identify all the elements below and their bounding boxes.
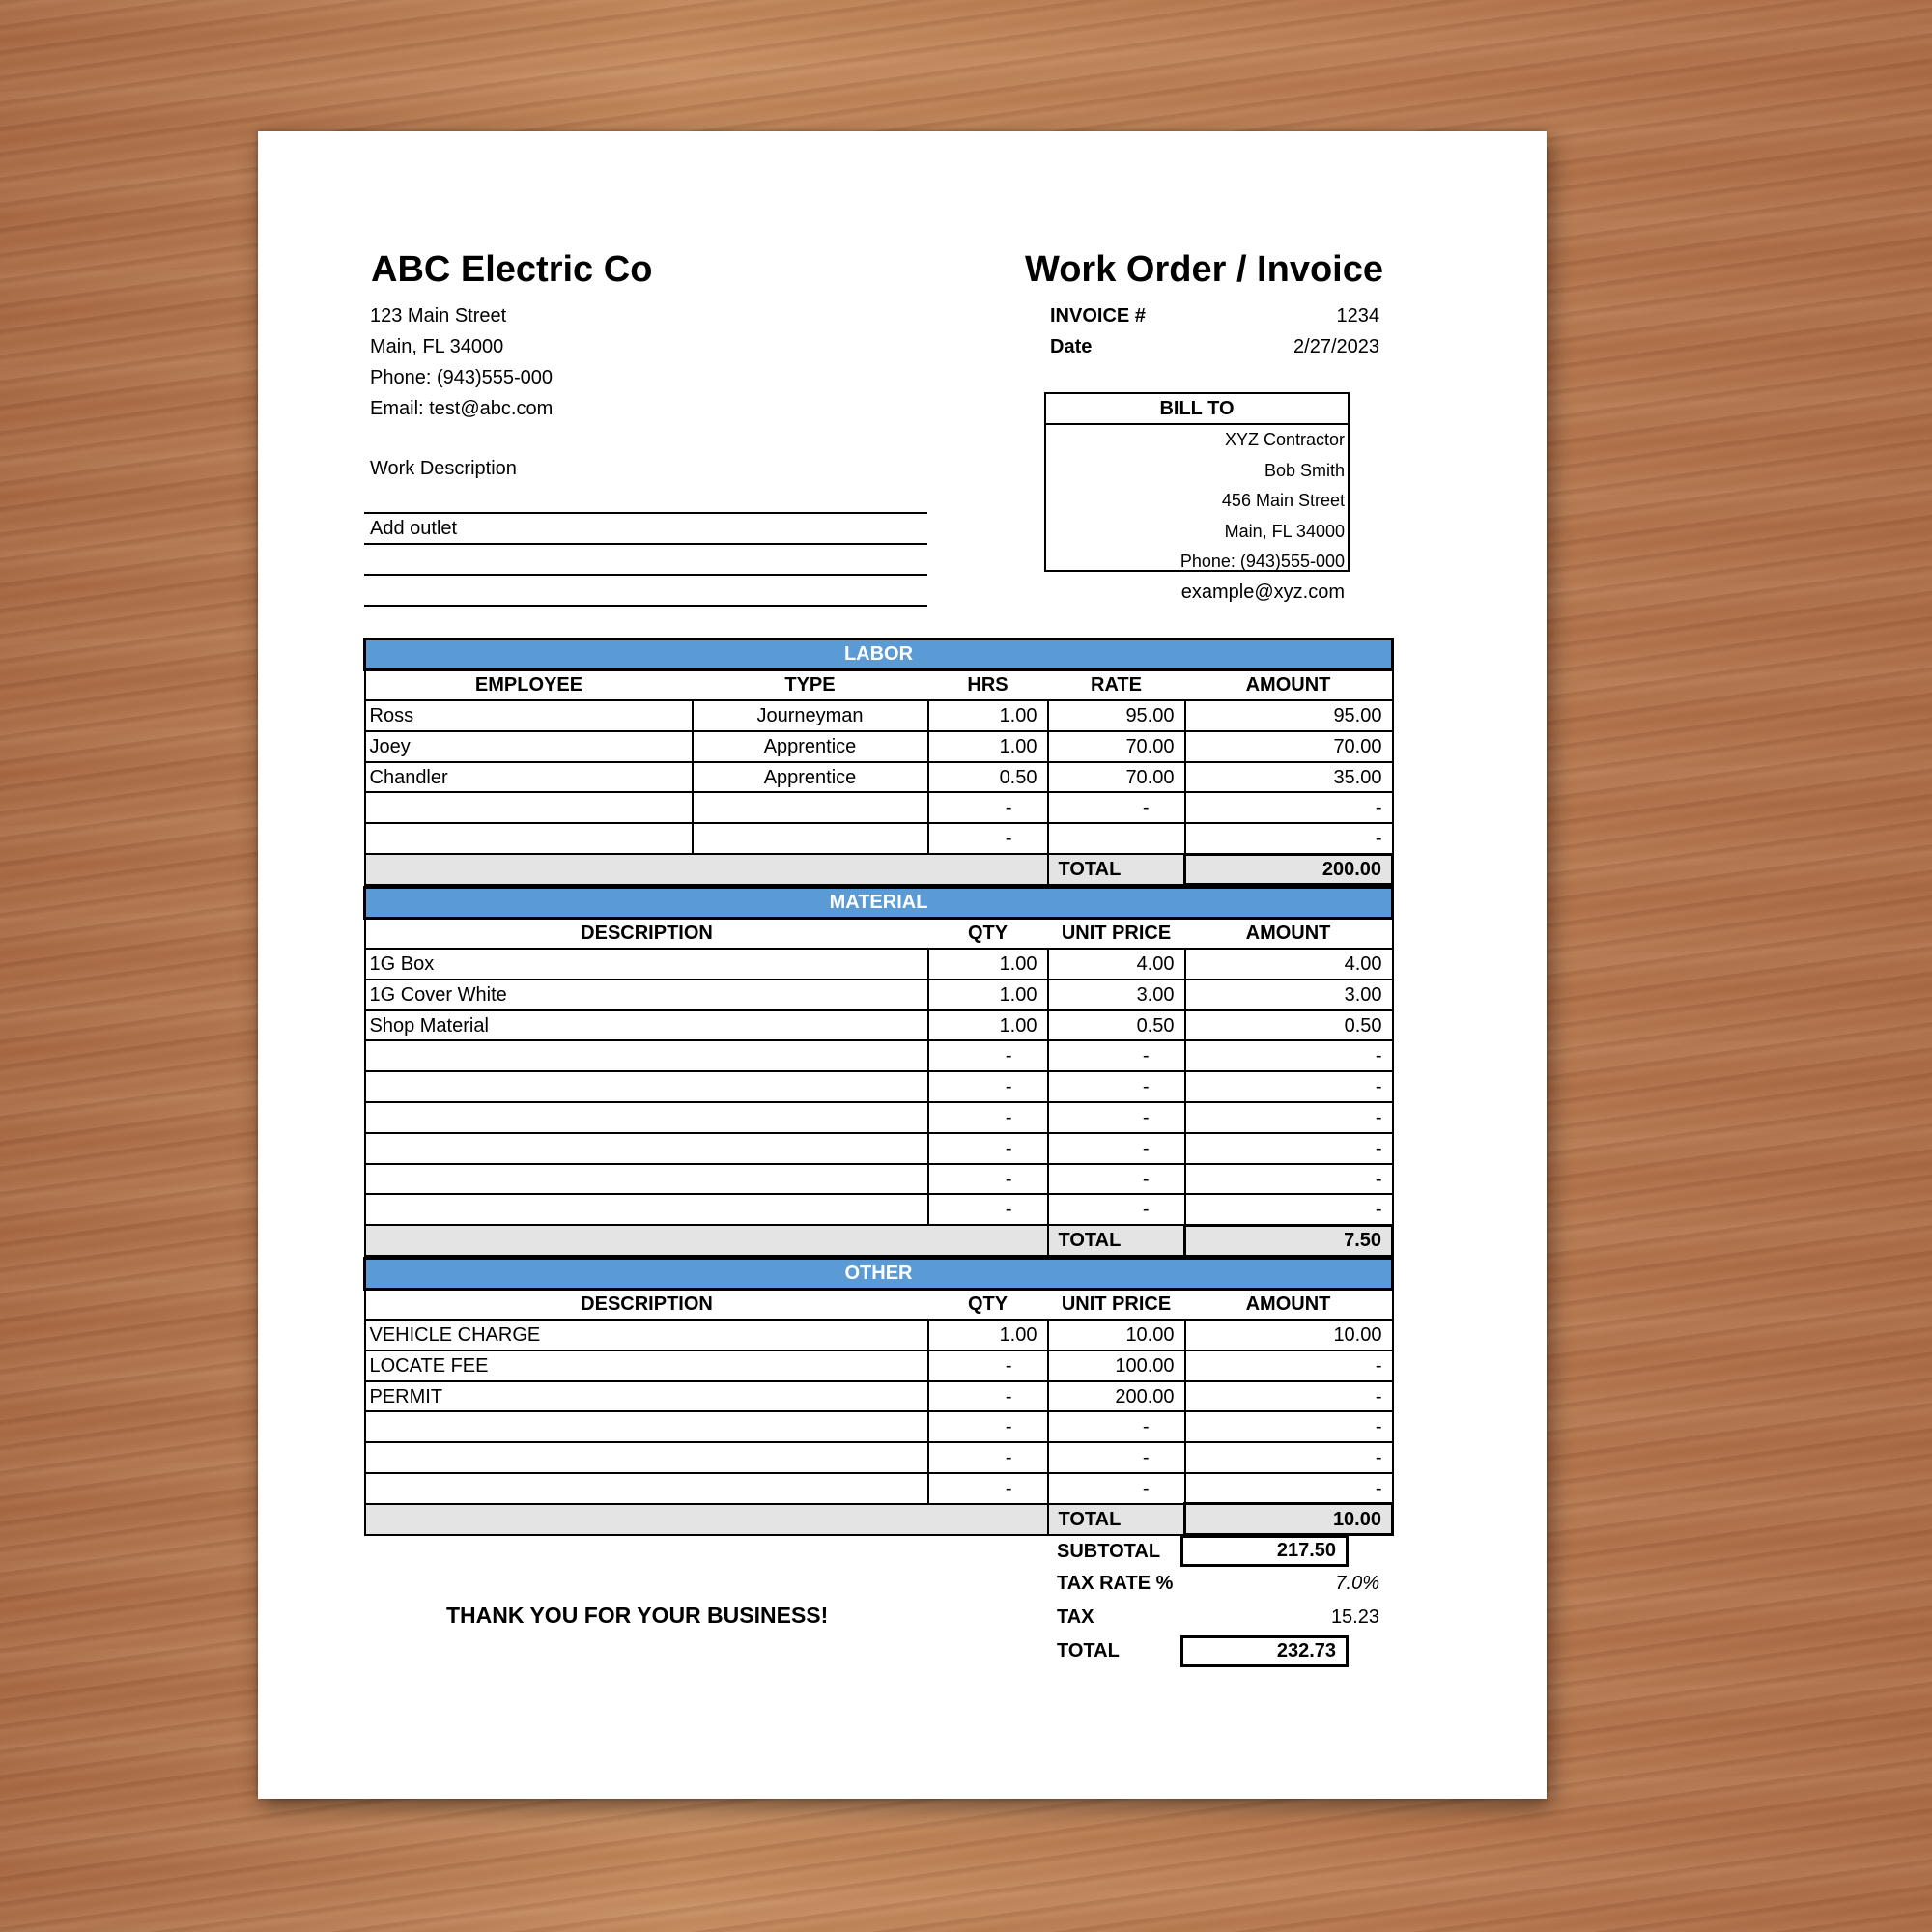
column-header: RATE: [1048, 669, 1185, 700]
company-address-line1: 123 Main Street: [370, 305, 507, 327]
table-cell: -: [1185, 1411, 1393, 1442]
subtotal-label: SUBTOTAL: [1057, 1541, 1161, 1562]
material-total-row: [365, 1225, 1393, 1256]
table-cell[interactable]: 1.00: [928, 731, 1048, 762]
work-description-rule: [364, 512, 927, 514]
table-row: [365, 1350, 1393, 1381]
company-name: ABC Electric Co: [371, 249, 653, 290]
table-cell[interactable]: -: [1048, 1473, 1185, 1504]
column-header: EMPLOYEE: [365, 669, 693, 700]
table-cell[interactable]: Ross: [365, 700, 693, 731]
material-section-title: MATERIAL: [365, 888, 1393, 919]
tax-label: TAX: [1057, 1606, 1094, 1628]
table-row: [365, 1320, 1393, 1350]
table-cell: -: [1185, 1194, 1393, 1225]
table-cell[interactable]: [365, 1194, 928, 1225]
bill-to-city[interactable]: Main, FL 34000: [1224, 521, 1345, 541]
table-cell[interactable]: [365, 823, 693, 854]
grand-total-label: TOTAL: [1057, 1640, 1120, 1662]
table-cell[interactable]: -: [928, 1411, 1048, 1442]
work-description-rule: [364, 605, 927, 607]
table-cell[interactable]: -: [928, 1442, 1048, 1473]
table-cell[interactable]: 1G Box: [365, 949, 928, 980]
table-cell: 10.00: [1185, 1320, 1393, 1350]
other-table: [363, 1257, 1394, 1536]
bill-to-heading: BILL TO: [1046, 394, 1348, 425]
table-cell[interactable]: 1.00: [928, 1320, 1048, 1350]
column-header: DESCRIPTION: [365, 1289, 928, 1320]
table-cell[interactable]: [365, 1071, 928, 1102]
labor-total-label: TOTAL: [1048, 854, 1185, 885]
table-cell: -: [1185, 792, 1393, 823]
table-cell[interactable]: 0.50: [928, 762, 1048, 793]
date-label: Date: [1050, 336, 1093, 357]
table-cell: -: [1185, 1350, 1393, 1381]
bill-to-contact[interactable]: Bob Smith: [1264, 460, 1345, 480]
document-title: Work Order / Invoice: [1025, 249, 1383, 290]
table-cell[interactable]: [365, 1164, 928, 1195]
table-cell[interactable]: -: [1048, 1102, 1185, 1133]
table-cell[interactable]: 1.00: [928, 700, 1048, 731]
other-total-value: 10.00: [1185, 1504, 1393, 1535]
table-cell[interactable]: 70.00: [1048, 762, 1185, 793]
table-cell: 4.00: [1185, 949, 1393, 980]
total-spacer: [365, 854, 1048, 885]
table-cell[interactable]: [1048, 823, 1185, 854]
table-cell[interactable]: 70.00: [1048, 731, 1185, 762]
labor-total-value: 200.00: [1185, 854, 1393, 885]
table-cell[interactable]: -: [1048, 1164, 1185, 1195]
table-cell: 3.00: [1185, 980, 1393, 1010]
table-cell[interactable]: -: [1048, 1442, 1185, 1473]
work-description-rule: [364, 543, 927, 545]
material-total-label: TOTAL: [1048, 1225, 1185, 1256]
column-header: AMOUNT: [1185, 1289, 1393, 1320]
table-cell: -: [1185, 1133, 1393, 1164]
subtotal-value: 217.50: [1180, 1535, 1349, 1567]
other-section-title: OTHER: [365, 1259, 1393, 1290]
table-cell[interactable]: Shop Material: [365, 1010, 928, 1041]
table-cell[interactable]: 95.00: [1048, 700, 1185, 731]
bill-to-phone[interactable]: Phone: (943)555-000: [1179, 552, 1345, 571]
table-cell: -: [1185, 1381, 1393, 1412]
table-cell: 70.00: [1185, 731, 1393, 762]
total-spacer: [365, 1225, 1048, 1256]
table-cell[interactable]: [693, 792, 928, 823]
work-description-rule: [364, 574, 927, 576]
table-cell[interactable]: [365, 1442, 928, 1473]
material-table: [363, 886, 1394, 1258]
column-header: TYPE: [693, 669, 928, 700]
date-value[interactable]: 2/27/2023: [1293, 336, 1379, 357]
company-phone: Phone: (943)555-000: [370, 367, 554, 388]
tax-value: 15.23: [1330, 1606, 1379, 1628]
table-row: [365, 1102, 1393, 1133]
table-cell[interactable]: 4.00: [1048, 949, 1185, 980]
bill-to-company[interactable]: XYZ Contractor: [1224, 430, 1345, 449]
table-cell[interactable]: -: [928, 1040, 1048, 1071]
material-total-value: 7.50: [1185, 1225, 1393, 1256]
table-row: [365, 1381, 1393, 1412]
table-cell: -: [1185, 1040, 1393, 1071]
invoice-page: [258, 131, 1547, 1799]
table-cell[interactable]: Apprentice: [693, 731, 928, 762]
table-cell[interactable]: 1.00: [928, 980, 1048, 1010]
table-cell[interactable]: [365, 1411, 928, 1442]
labor-section-title: LABOR: [365, 639, 1393, 670]
invoice-number-value[interactable]: 1234: [1336, 305, 1379, 327]
table-cell: 95.00: [1185, 700, 1393, 731]
table-cell[interactable]: -: [928, 1381, 1048, 1412]
table-cell: -: [1185, 1071, 1393, 1102]
bill-to-box: [1044, 392, 1350, 603]
table-cell[interactable]: 3.00: [1048, 980, 1185, 1010]
bill-to-street[interactable]: 456 Main Street: [1221, 491, 1345, 510]
column-header: UNIT PRICE: [1048, 1289, 1185, 1320]
other-total-label: TOTAL: [1048, 1504, 1185, 1535]
column-header: QTY: [928, 1289, 1048, 1320]
column-header: HRS: [928, 669, 1048, 700]
table-row: [365, 731, 1393, 762]
table-row: [365, 949, 1393, 980]
table-cell[interactable]: 100.00: [1048, 1350, 1185, 1381]
table-row: [365, 700, 1393, 731]
table-cell[interactable]: [693, 823, 928, 854]
table-cell[interactable]: -: [1048, 1071, 1185, 1102]
table-row: [365, 1133, 1393, 1164]
bill-to-email[interactable]: example@xyz.com: [1180, 581, 1345, 603]
table-cell[interactable]: 1.00: [928, 1010, 1048, 1041]
table-cell[interactable]: Apprentice: [693, 762, 928, 793]
table-row: [365, 1473, 1393, 1504]
total-spacer: [365, 1504, 1048, 1535]
table-cell[interactable]: [365, 1040, 928, 1071]
table-row: [365, 1442, 1393, 1473]
company-email: Email: test@abc.com: [370, 398, 554, 419]
table-cell[interactable]: LOCATE FEE: [365, 1350, 928, 1381]
table-cell: -: [1185, 823, 1393, 854]
table-cell[interactable]: PERMIT: [365, 1381, 928, 1412]
table-row: [365, 1071, 1393, 1102]
table-cell[interactable]: Journeyman: [693, 700, 928, 731]
table-cell[interactable]: Joey: [365, 731, 693, 762]
table-cell[interactable]: -: [1048, 1133, 1185, 1164]
other-total-row: [365, 1504, 1393, 1535]
table-row: [365, 823, 1393, 854]
table-cell[interactable]: Chandler: [365, 762, 693, 793]
table-row: [365, 1411, 1393, 1442]
company-address-line2: Main, FL 34000: [370, 336, 504, 357]
table-cell[interactable]: -: [1048, 792, 1185, 823]
table-cell: -: [1185, 1442, 1393, 1473]
table-row: [365, 1040, 1393, 1071]
table-cell[interactable]: [365, 792, 693, 823]
table-cell: -: [1185, 1102, 1393, 1133]
column-header: UNIT PRICE: [1048, 918, 1185, 949]
table-cell[interactable]: -: [1048, 1194, 1185, 1225]
table-cell: -: [1185, 1473, 1393, 1504]
work-description-line-1[interactable]: Add outlet: [370, 518, 458, 539]
table-row: [365, 980, 1393, 1010]
work-description-label: Work Description: [370, 458, 517, 479]
table-cell[interactable]: -: [928, 1473, 1048, 1504]
column-header: AMOUNT: [1185, 669, 1393, 700]
table-cell[interactable]: -: [928, 1133, 1048, 1164]
grand-total-value: 232.73: [1180, 1635, 1349, 1667]
thank-you-message: THANK YOU FOR YOUR BUSINESS!: [446, 1603, 829, 1628]
table-cell[interactable]: [365, 1473, 928, 1504]
labor-table: [363, 638, 1394, 886]
table-row: [365, 1010, 1393, 1041]
invoice-number-label: INVOICE #: [1050, 305, 1146, 327]
column-header: AMOUNT: [1185, 918, 1393, 949]
table-cell[interactable]: -: [928, 792, 1048, 823]
table-cell[interactable]: -: [1048, 1411, 1185, 1442]
table-cell[interactable]: [365, 1133, 928, 1164]
table-cell: -: [1185, 1164, 1393, 1195]
table-cell: 35.00: [1185, 762, 1393, 793]
table-cell[interactable]: [365, 1102, 928, 1133]
table-cell[interactable]: -: [928, 1350, 1048, 1381]
table-cell[interactable]: -: [928, 1071, 1048, 1102]
column-header: DESCRIPTION: [365, 918, 928, 949]
table-cell[interactable]: VEHICLE CHARGE: [365, 1320, 928, 1350]
column-header: QTY: [928, 918, 1048, 949]
table-row: [365, 1194, 1393, 1225]
table-cell[interactable]: -: [928, 823, 1048, 854]
tax-rate-label: TAX RATE %: [1057, 1573, 1174, 1594]
table-cell[interactable]: -: [928, 1102, 1048, 1133]
table-cell[interactable]: -: [928, 1164, 1048, 1195]
tax-rate-value[interactable]: 7.0%: [1335, 1573, 1379, 1594]
table-cell[interactable]: 10.00: [1048, 1320, 1185, 1350]
table-cell: 0.50: [1185, 1010, 1393, 1041]
table-cell[interactable]: 1.00: [928, 949, 1048, 980]
table-row: [365, 762, 1393, 793]
table-cell[interactable]: 200.00: [1048, 1381, 1185, 1412]
table-cell[interactable]: -: [928, 1194, 1048, 1225]
table-cell[interactable]: 1G Cover White: [365, 980, 928, 1010]
table-row: [365, 1164, 1393, 1195]
labor-total-row: [365, 854, 1393, 885]
table-cell[interactable]: 0.50: [1048, 1010, 1185, 1041]
table-cell[interactable]: -: [1048, 1040, 1185, 1071]
table-row: [365, 792, 1393, 823]
